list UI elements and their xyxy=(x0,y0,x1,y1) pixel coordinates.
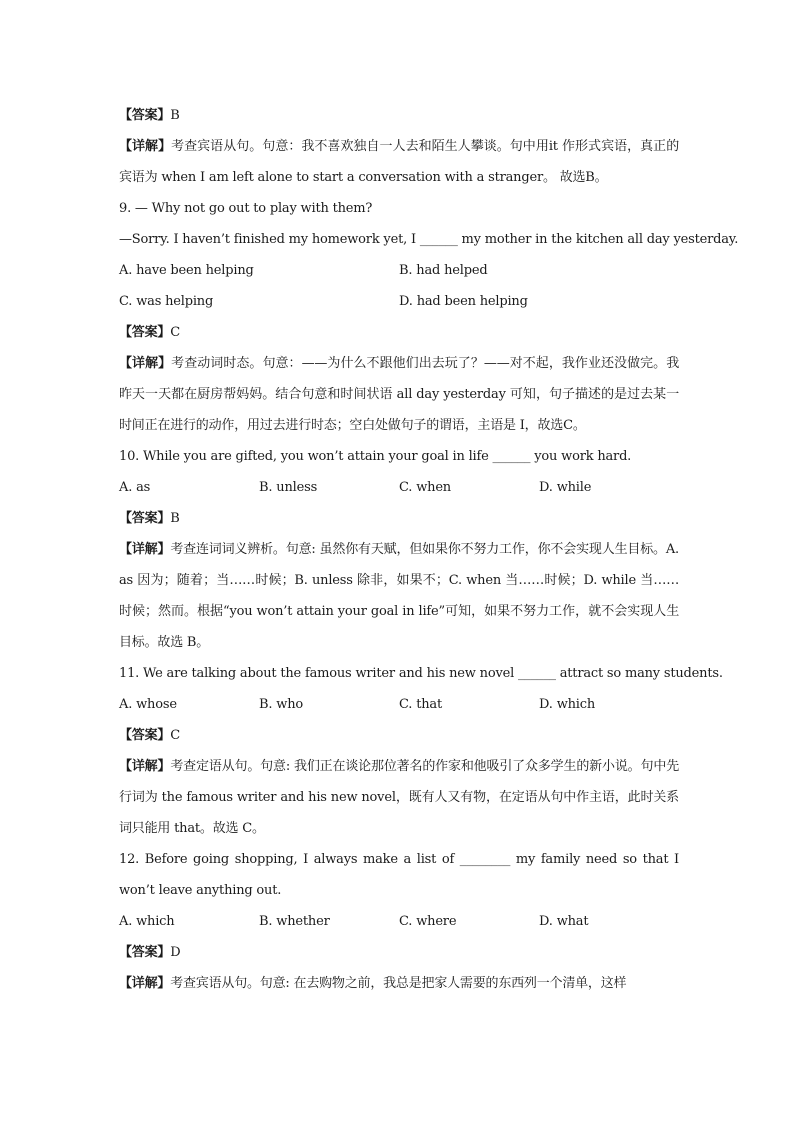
option-d: D. while xyxy=(539,480,592,495)
option-c: C. where xyxy=(399,914,457,929)
q10-answer xyxy=(119,503,679,534)
answer-label: 【答案】 xyxy=(119,108,171,123)
answer-label: 【答案】 xyxy=(119,945,171,960)
option-b: B. unless xyxy=(259,480,318,495)
q11-options xyxy=(119,689,679,720)
detail-label: 【详解】 xyxy=(119,976,171,991)
detail-text: 考查定语从句。句意: 我们正在谈论那位著名的作家和他吸引了众多学生的新小说。句中先行词为 the famous writer and his new novel，既有人又有物，在定语从句中作主语，此时关系词只能用 that。故选 C。 xyxy=(119,759,679,836)
answer-label: 【答案】 xyxy=(119,728,171,743)
detail-text: 考查宾语从句。句意：我不喜欢独自一人去和陌生人攀谈。句中用it 作形式宾语，真正的宾语为 when I am left alone to start a conversation with a stranger。 故选B。 xyxy=(119,139,679,185)
answer-value: B xyxy=(170,511,180,526)
detail-text: 考查动词时态。句意：——为什么不跟他们出去玩了？——对不起，我作业还没做完。我昨天一天都在厨房帮妈妈。结合句意和时间状语 all day yesterday 可知，句子描述的是过去某一时间正在进行的动作，用过去进行时态；空白处做句子的谓语，主语是 I，故选C。 xyxy=(119,356,680,433)
option-b: B. whether xyxy=(259,914,330,929)
q12-detail xyxy=(119,968,679,999)
option-b: B. had helped xyxy=(399,263,488,278)
q10-detail xyxy=(119,534,679,658)
q11-detail xyxy=(119,751,679,844)
option-a: A. have been helping xyxy=(119,263,254,278)
q12-stem: 12. Before going shopping, I always make a list of ________ my family need so that I won’t leave anything out. xyxy=(119,852,679,898)
q12-options xyxy=(119,906,679,937)
option-c: C. when xyxy=(399,480,451,495)
q8-detail xyxy=(119,131,679,193)
option-a: A. which xyxy=(119,914,175,929)
q9-detail xyxy=(119,348,679,441)
answer-value: C xyxy=(170,728,180,743)
option-b: B. who xyxy=(259,697,304,712)
option-c: C. was helping xyxy=(119,294,214,309)
option-c: C. that xyxy=(399,697,442,712)
q8-answer xyxy=(119,100,679,131)
q10-stem: 10. While you are gifted, you won’t attain your goal in life ______ you work hard. xyxy=(119,449,632,464)
option-a: A. whose xyxy=(119,697,177,712)
q9-options-row1 xyxy=(119,255,679,286)
option-d: D. what xyxy=(539,914,589,929)
q10-options xyxy=(119,472,679,503)
option-a: A. as xyxy=(119,480,151,495)
option-d: D. had been helping xyxy=(399,294,528,309)
option-d: D. which xyxy=(539,697,596,712)
answer-value: D xyxy=(170,945,181,960)
detail-text: 考查连词词义辨析。句意: 虽然你有天赋，但如果你不努力工作，你不会实现人生目标。A. as 因为；随着；当……时候；B. unless 除非，如果不；C. when 当……时候；D. while 当……时候；然而。根据“you won’t attain your goal in life”可知，如果不努力工作，就不会实现人生目标。故选 B。 xyxy=(119,542,679,650)
q9-options-row2 xyxy=(119,286,679,317)
detail-label: 【详解】 xyxy=(119,542,171,557)
detail-label: 【详解】 xyxy=(119,759,171,774)
detail-label: 【详解】 xyxy=(119,356,172,371)
answer-label: 【答案】 xyxy=(119,511,171,526)
document-page xyxy=(119,100,739,999)
q11-answer xyxy=(119,720,679,751)
detail-label: 【详解】 xyxy=(119,139,172,154)
q9-stem-line2: —Sorry. I haven’t finished my homework yet, I ______ my mother in the kitchen all day yesterday. xyxy=(119,232,739,247)
q12-answer xyxy=(119,937,679,968)
answer-label: 【答案】 xyxy=(119,325,171,340)
q9-stem-line1: 9. — Why not go out to play with them? xyxy=(119,201,373,216)
q9-answer xyxy=(119,317,679,348)
answer-value: C xyxy=(170,325,180,340)
detail-text: 考查宾语从句。句意: 在去购物之前，我总是把家人需要的东西列一个清单，这样 xyxy=(170,976,627,991)
q11-stem: 11. We are talking about the famous writer and his new novel ______ attract so many students. xyxy=(119,666,723,681)
answer-value: B xyxy=(170,108,180,123)
